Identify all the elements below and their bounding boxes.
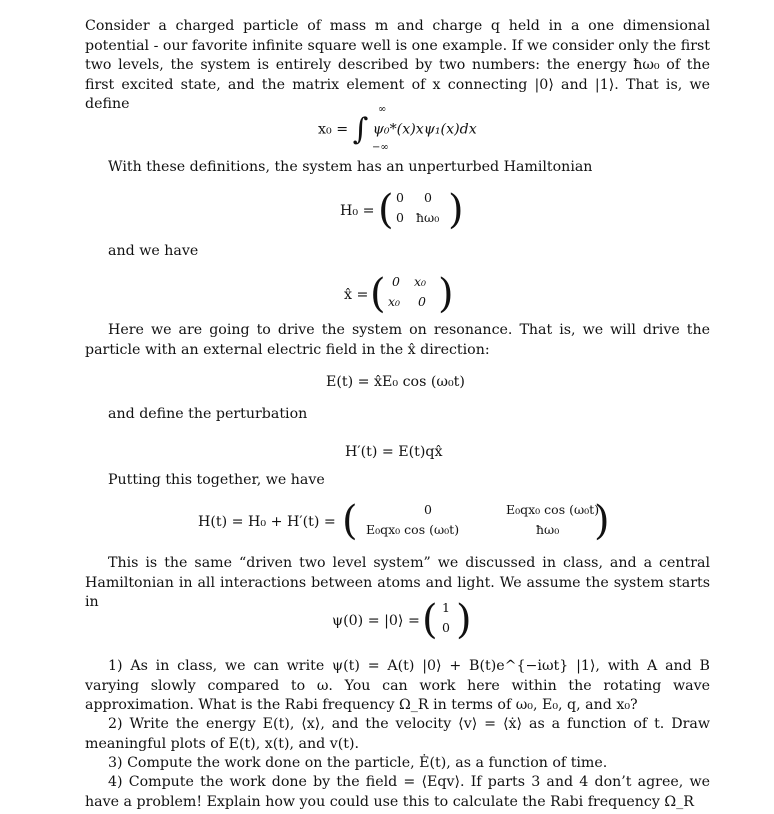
intro-paragraph: Consider a charged particle of mass m and charge q held in a one dimensional potential - our favorite infinite square well is one example. If we consider only the first two levels, the system is entirely described by two numbers: the energy ħω₀ of the first excited state, and the matrix element of x connecting |0⟩ and |1⟩. That is, we define — [85, 18, 710, 112]
xhat-m12: x₀ — [414, 274, 427, 289]
x0-lhs: x₀ = — [318, 121, 349, 138]
h-lhs: H(t) = H₀ + H′(t) = — [198, 514, 336, 530]
h-m21: E₀qx₀ cos (ω₀t) — [366, 522, 460, 537]
question-4: 4) Compute the work done by the field = ⟨Eqv⟩. If parts 3 and 4 don’t agree, we have a problem! Explain how you could use this to calculate the Rabi frequency Ω_R — [85, 774, 710, 810]
question-1: 1) As in class, we can write ψ(t) = A(t) |0⟩ + B(t)e^{−iωt} |1⟩, with A and B varying slowly compared to ω. You can work here within the rotating wave approximation. What is the Rabi frequency Ω_R in terms of ω₀, E₀, q, and x₀? — [85, 658, 710, 713]
right-paren: ) — [456, 597, 472, 643]
h-m22: ħω₀ — [536, 522, 560, 537]
psi0-m1: 1 — [442, 600, 450, 615]
perturbation-equation: H′(t) = E(t)qx̂ — [345, 444, 443, 460]
psi0-equation — [332, 597, 472, 643]
electric-field-equation: E(t) = x̂E₀ cos (ω₀t) — [326, 374, 465, 390]
xhat-m22: 0 — [418, 294, 426, 309]
same-system-paragraph: This is the same “driven two level system” we discussed in class, and a central Hamiltonian in all interactions between atoms and light. We assume the system starts in — [85, 555, 710, 610]
putting-together-text: Putting this together, we have — [108, 472, 325, 488]
h-m12: E₀qx₀ cos (ω₀t) — [506, 502, 600, 517]
xhat-m21: x₀ — [388, 294, 401, 309]
h0-m22: ħω₀ — [416, 210, 440, 225]
left-paren: ( — [378, 187, 394, 233]
h0-lhs: H₀ = — [340, 203, 375, 219]
xhat-equation — [344, 271, 464, 317]
and-we-have-text: and we have — [108, 243, 199, 259]
integral-upper-limit: ∞ — [378, 104, 387, 115]
with-definitions-text: With these definitions, the system has an unperturbed Hamiltonian — [108, 159, 593, 175]
question-3: 3) Compute the work done on the particle, Ė(t), as a function of time. — [108, 755, 608, 771]
xhat-lhs: x̂ = — [344, 287, 369, 303]
integral-lower-limit: −∞ — [372, 142, 389, 153]
right-paren: ) — [438, 271, 454, 317]
psi0-m2: 0 — [442, 620, 450, 635]
h0-m12: 0 — [424, 190, 432, 205]
right-paren: ) — [594, 498, 610, 544]
x0-integrand: ψ₀*(x)xψ₁(x)dx — [372, 121, 477, 138]
right-paren: ) — [448, 187, 464, 233]
h0-m11: 0 — [396, 190, 404, 205]
resonance-paragraph: Here we are going to drive the system on resonance. That is, we will drive the particle with an external electric field in the x̂ direction: — [85, 322, 710, 358]
xhat-m11: 0 — [392, 274, 400, 289]
left-paren: ( — [342, 498, 358, 544]
h0-equation — [340, 187, 470, 233]
full-hamiltonian-equation — [198, 500, 608, 544]
define-perturbation-text: and define the perturbation — [108, 406, 308, 422]
h0-m21: 0 — [396, 210, 404, 225]
left-paren: ( — [370, 271, 386, 317]
x0-definition-equation — [318, 104, 477, 153]
h-m11: 0 — [424, 502, 432, 517]
left-paren: ( — [422, 597, 438, 643]
psi0-lhs: ψ(0) = |0⟩ = — [332, 613, 420, 629]
integral-sign: ∫ — [352, 112, 369, 147]
question-2: 2) Write the energy E(t), ⟨x⟩, and the velocity ⟨v⟩ = ⟨ẋ⟩ as a function of t. Draw meaningful plots of E(t), x(t), and v(t). — [85, 716, 710, 752]
